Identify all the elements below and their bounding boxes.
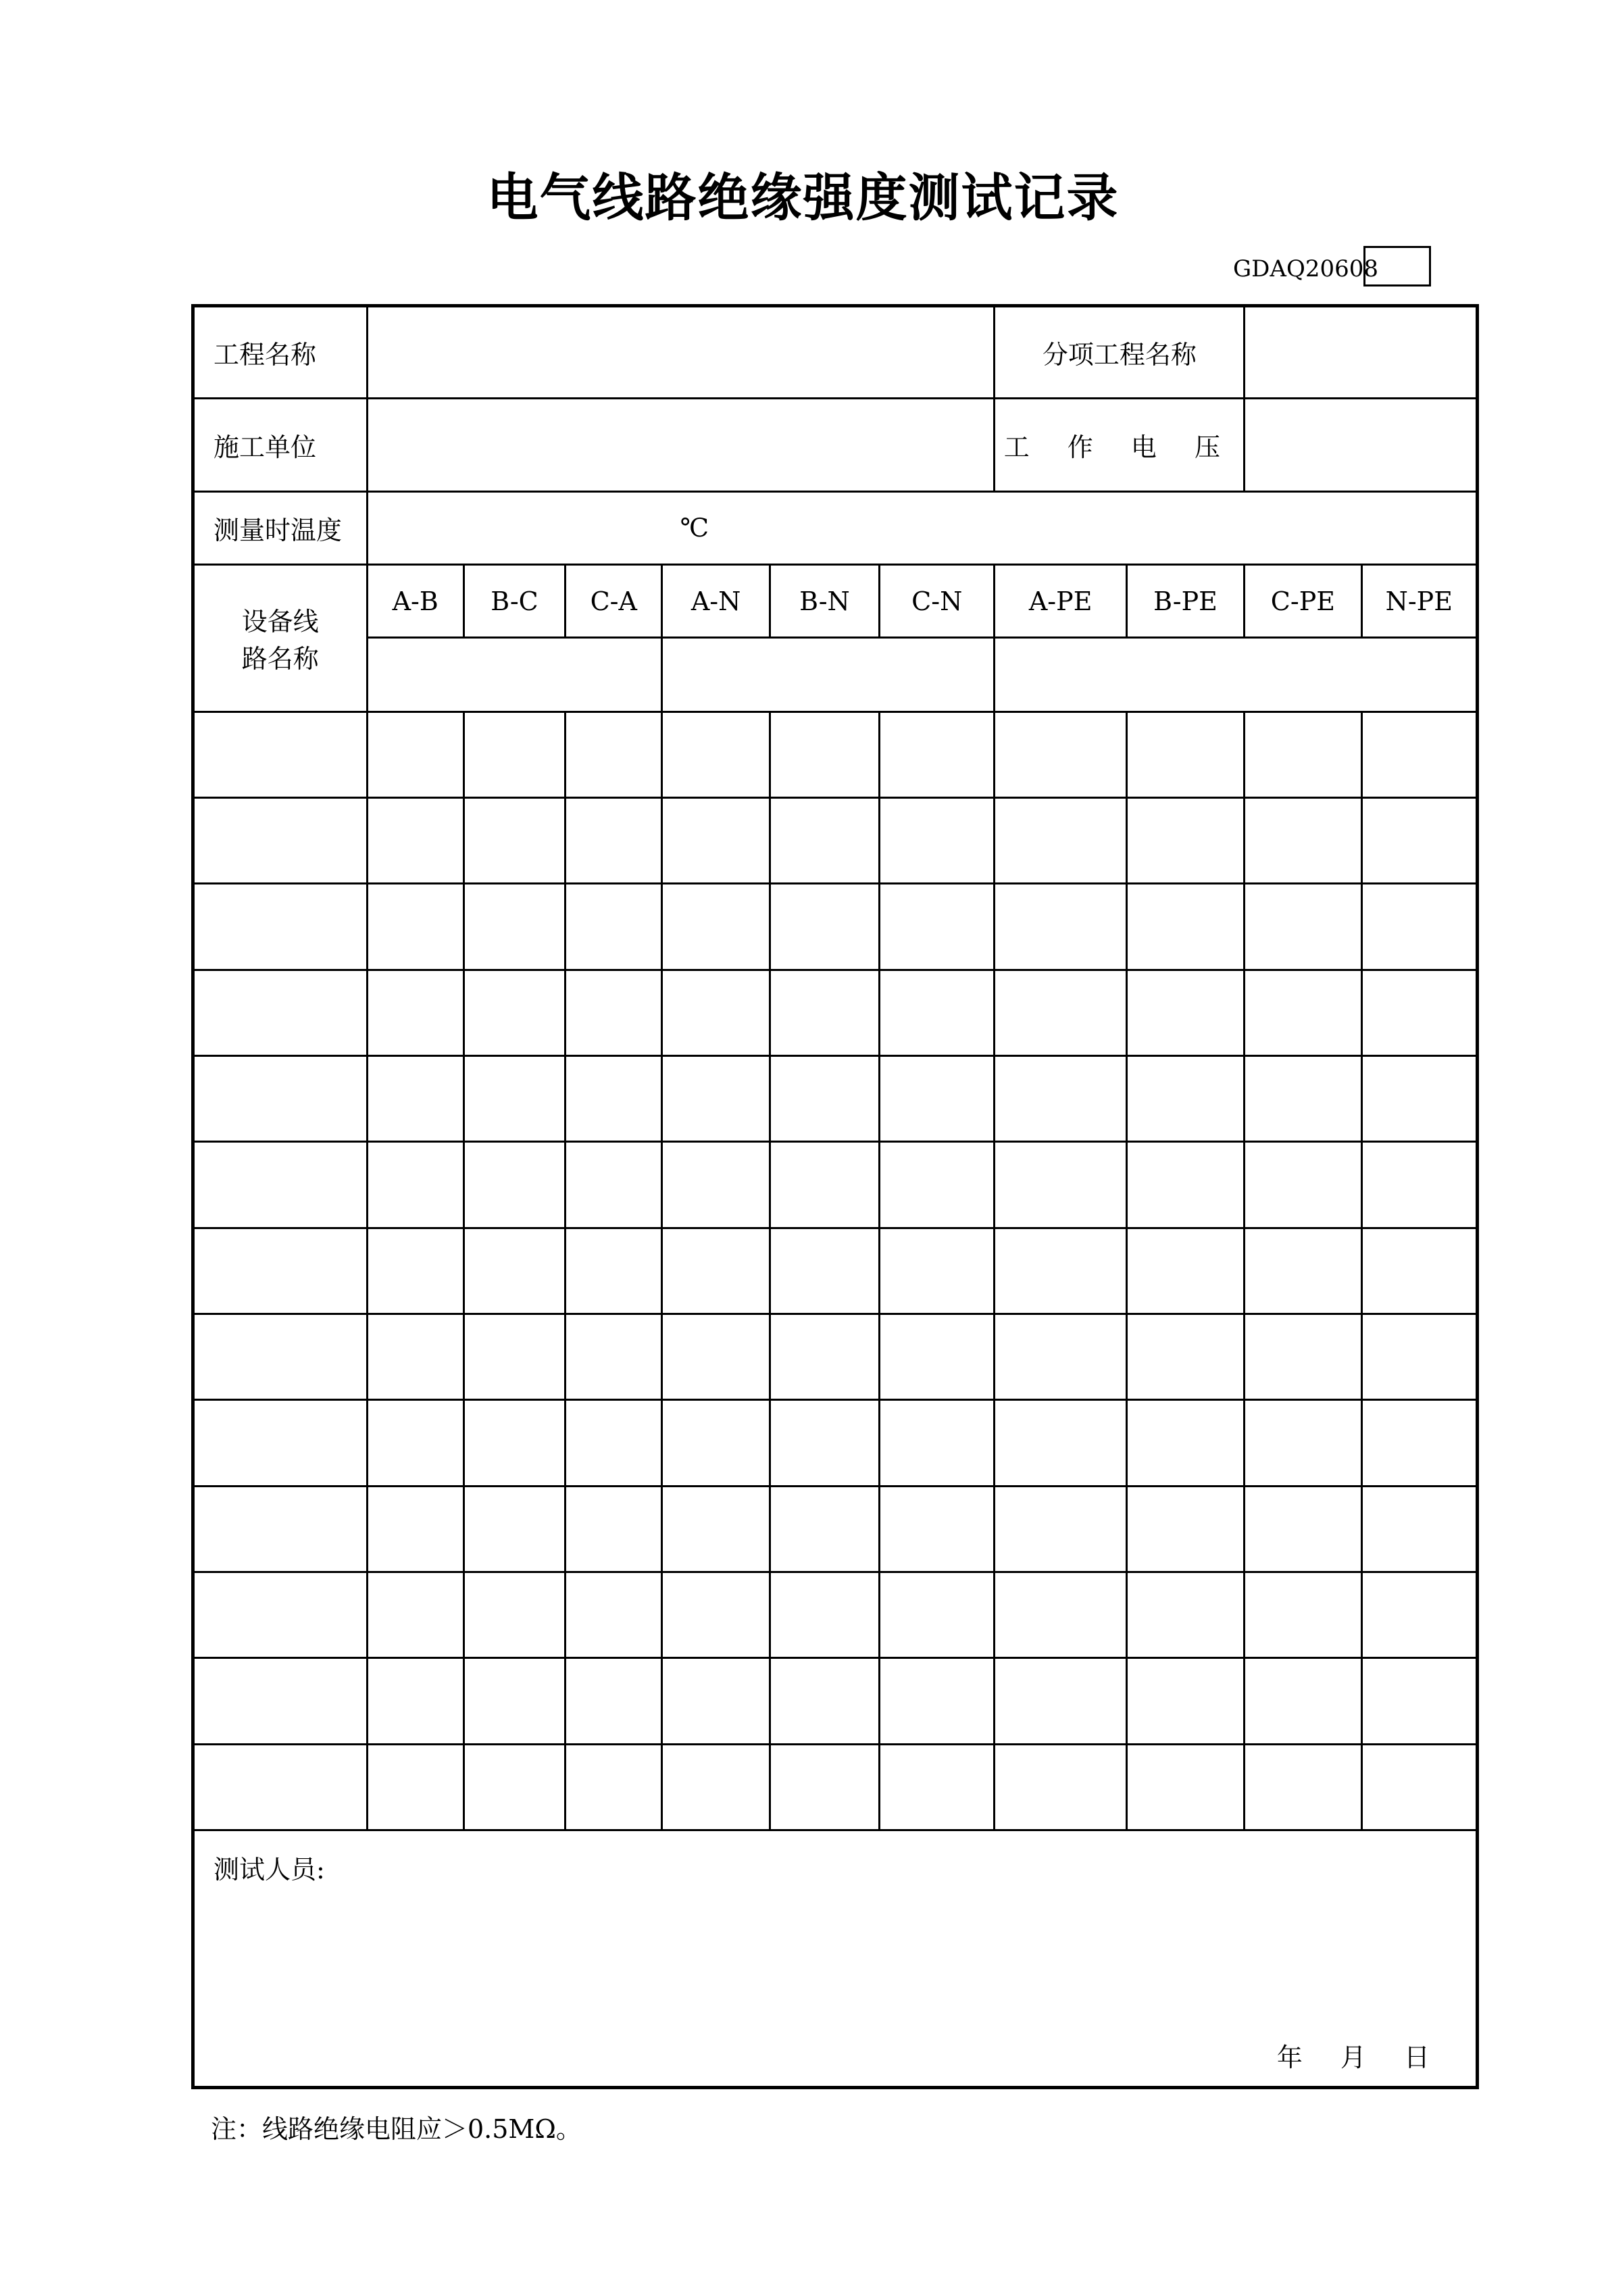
data-row xyxy=(193,712,1478,797)
table-cell[interactable] xyxy=(193,1314,368,1399)
phase-group-line-to-neutral[interactable] xyxy=(662,638,995,712)
table-cell[interactable] xyxy=(662,712,770,797)
table-cell[interactable] xyxy=(566,1572,662,1657)
table-cell[interactable] xyxy=(367,1314,463,1399)
table-cell[interactable] xyxy=(770,1055,879,1141)
table-cell[interactable] xyxy=(995,884,1126,970)
project-name-field[interactable] xyxy=(367,306,995,399)
table-cell[interactable] xyxy=(566,1486,662,1572)
table-cell[interactable] xyxy=(995,712,1126,797)
table-cell[interactable] xyxy=(1126,1658,1244,1744)
table-cell[interactable] xyxy=(995,1744,1126,1830)
working-voltage-field[interactable] xyxy=(1245,399,1478,491)
table-cell[interactable] xyxy=(770,1658,879,1744)
sub-project-label: 分项工程名称 xyxy=(995,306,1245,399)
table-cell[interactable] xyxy=(1126,712,1244,797)
table-cell[interactable] xyxy=(662,1400,770,1486)
table-cell[interactable] xyxy=(566,1228,662,1314)
table-cell[interactable] xyxy=(995,970,1126,1055)
table-cell[interactable] xyxy=(566,1400,662,1486)
table-cell[interactable] xyxy=(463,1228,565,1314)
table-cell[interactable] xyxy=(566,1658,662,1744)
equipment-line-label-line2: 路名称 xyxy=(241,644,319,674)
table-cell[interactable] xyxy=(367,1055,463,1141)
table-cell[interactable] xyxy=(463,797,565,883)
table-cell[interactable] xyxy=(367,1572,463,1657)
table-cell[interactable] xyxy=(193,970,368,1055)
table-cell[interactable] xyxy=(566,712,662,797)
data-row xyxy=(193,1400,1478,1486)
table-cell[interactable] xyxy=(1126,1314,1244,1399)
table-cell[interactable] xyxy=(770,884,879,970)
table-cell[interactable] xyxy=(463,970,565,1055)
table-cell[interactable] xyxy=(880,1314,995,1399)
equipment-line-label xyxy=(193,565,368,712)
working-voltage-label xyxy=(995,399,1245,491)
table-cell[interactable] xyxy=(662,1055,770,1141)
table-cell[interactable] xyxy=(463,1142,565,1228)
table-cell[interactable] xyxy=(880,1400,995,1486)
table-cell[interactable] xyxy=(193,712,368,797)
table-cell[interactable] xyxy=(1126,884,1244,970)
page-title: 电气线路绝缘强度测试记录 xyxy=(486,168,1120,228)
table-cell[interactable] xyxy=(367,712,463,797)
table-cell[interactable] xyxy=(566,884,662,970)
table-cell[interactable] xyxy=(995,1658,1126,1744)
data-row xyxy=(193,1228,1478,1314)
table-cell[interactable] xyxy=(995,1142,1126,1228)
table-cell[interactable] xyxy=(880,1744,995,1830)
phase-header: N-PE xyxy=(1361,565,1477,638)
table-cell[interactable] xyxy=(662,1142,770,1228)
table-cell[interactable] xyxy=(463,1055,565,1141)
data-row xyxy=(193,1055,1478,1141)
form-code: GDAQ20608 xyxy=(1233,255,1379,282)
table-cell[interactable] xyxy=(1126,1228,1244,1314)
table-cell[interactable] xyxy=(770,1400,879,1486)
temperature-unit: ℃ xyxy=(680,513,709,543)
data-row xyxy=(193,1658,1478,1744)
table-cell[interactable] xyxy=(193,1658,368,1744)
table-cell[interactable] xyxy=(367,797,463,883)
data-row xyxy=(193,1142,1478,1228)
phase-group-to-earth[interactable] xyxy=(995,638,1478,712)
table-cell[interactable] xyxy=(1126,1572,1244,1657)
table-cell[interactable] xyxy=(1126,797,1244,883)
data-row xyxy=(193,1314,1478,1399)
temperature-field[interactable] xyxy=(367,491,1477,564)
phase-header: B-C xyxy=(463,565,565,638)
phase-header: B-PE xyxy=(1126,565,1244,638)
table-cell[interactable] xyxy=(1245,712,1361,797)
table-cell[interactable] xyxy=(193,884,368,970)
table-cell[interactable] xyxy=(880,1142,995,1228)
table-cell[interactable] xyxy=(367,1658,463,1744)
table-cell[interactable] xyxy=(463,1658,565,1744)
table-cell[interactable] xyxy=(1361,1572,1477,1657)
phase-header: C-N xyxy=(880,565,995,638)
table-cell[interactable] xyxy=(995,1055,1126,1141)
table-cell[interactable] xyxy=(770,1228,879,1314)
table-cell[interactable] xyxy=(193,1228,368,1314)
table-cell[interactable] xyxy=(1245,1658,1361,1744)
table-cell[interactable] xyxy=(1245,1572,1361,1657)
table-cell[interactable] xyxy=(463,1486,565,1572)
table-cell[interactable] xyxy=(662,884,770,970)
phase-header: B-N xyxy=(770,565,879,638)
test-record-table xyxy=(191,304,1479,2089)
table-cell[interactable] xyxy=(1245,1400,1361,1486)
table-cell[interactable] xyxy=(566,970,662,1055)
table-cell[interactable] xyxy=(880,1228,995,1314)
table-cell[interactable] xyxy=(1126,1055,1244,1141)
table-cell[interactable] xyxy=(367,1744,463,1830)
tester-label: 测试人员: xyxy=(214,1854,325,1885)
table-cell[interactable] xyxy=(367,1400,463,1486)
table-cell[interactable] xyxy=(770,1572,879,1657)
temperature-label: 测量时温度 xyxy=(193,491,368,564)
table-cell[interactable] xyxy=(566,1314,662,1399)
table-cell[interactable] xyxy=(463,1314,565,1399)
table-cell[interactable] xyxy=(995,1486,1126,1572)
phase-header: A-PE xyxy=(995,565,1126,638)
table-cell[interactable] xyxy=(1361,1228,1477,1314)
table-cell[interactable] xyxy=(566,1055,662,1141)
table-cell[interactable] xyxy=(1245,970,1361,1055)
table-cell[interactable] xyxy=(995,1572,1126,1657)
working-voltage-text: 工 作 电 压 xyxy=(1003,432,1235,463)
table-cell[interactable] xyxy=(463,1572,565,1657)
table-cell[interactable] xyxy=(193,1744,368,1830)
data-row xyxy=(193,1486,1478,1572)
sub-project-field[interactable] xyxy=(1245,306,1478,399)
table-cell[interactable] xyxy=(193,797,368,883)
table-cell[interactable] xyxy=(1245,1228,1361,1314)
table-cell[interactable] xyxy=(463,712,565,797)
phase-header: A-N xyxy=(662,565,770,638)
table-cell[interactable] xyxy=(1361,1486,1477,1572)
phase-header: C-PE xyxy=(1245,565,1361,638)
table-cell[interactable] xyxy=(770,1142,879,1228)
phase-group-line-to-line[interactable] xyxy=(367,638,662,712)
table-cell[interactable] xyxy=(367,970,463,1055)
table-cell[interactable] xyxy=(1361,1400,1477,1486)
table-cell[interactable] xyxy=(193,1486,368,1572)
table-cell[interactable] xyxy=(1361,712,1477,797)
table-cell[interactable] xyxy=(880,1572,995,1657)
equipment-line-label-line1: 设备线 xyxy=(241,607,319,637)
data-row xyxy=(193,797,1478,883)
table-cell[interactable] xyxy=(1361,884,1477,970)
phase-header: A-B xyxy=(367,565,463,638)
table-cell[interactable] xyxy=(770,797,879,883)
construction-unit-label: 施工单位 xyxy=(193,399,368,491)
table-cell[interactable] xyxy=(566,1142,662,1228)
phase-header: C-A xyxy=(566,565,662,638)
table-cell[interactable] xyxy=(770,1314,879,1399)
table-cell[interactable] xyxy=(880,1658,995,1744)
form-number-box[interactable] xyxy=(1363,246,1431,286)
table-cell[interactable] xyxy=(367,1142,463,1228)
table-cell[interactable] xyxy=(193,1400,368,1486)
table-cell[interactable] xyxy=(1245,1055,1361,1141)
table-cell[interactable] xyxy=(662,1486,770,1572)
table-cell[interactable] xyxy=(1361,797,1477,883)
table-cell[interactable] xyxy=(880,970,995,1055)
table-cell[interactable] xyxy=(1361,1055,1477,1141)
table-cell[interactable] xyxy=(995,1314,1126,1399)
table-cell[interactable] xyxy=(662,797,770,883)
table-cell[interactable] xyxy=(1361,1658,1477,1744)
table-cell[interactable] xyxy=(367,1228,463,1314)
table-cell[interactable] xyxy=(566,1744,662,1830)
table-cell[interactable] xyxy=(1245,797,1361,883)
footnote: 注：线路绝缘电阻应＞0.5MΩ。 xyxy=(211,2114,582,2144)
table-cell[interactable] xyxy=(367,1486,463,1572)
table-cell[interactable] xyxy=(770,970,879,1055)
table-cell[interactable] xyxy=(463,1400,565,1486)
table-cell[interactable] xyxy=(662,1572,770,1657)
table-cell[interactable] xyxy=(1126,1744,1244,1830)
table-cell[interactable] xyxy=(1126,1142,1244,1228)
table-cell[interactable] xyxy=(1245,1486,1361,1572)
table-cell[interactable] xyxy=(193,1572,368,1657)
table-cell[interactable] xyxy=(880,884,995,970)
table-cell[interactable] xyxy=(662,1744,770,1830)
table-cell[interactable] xyxy=(1126,1486,1244,1572)
table-cell[interactable] xyxy=(566,797,662,883)
table-cell[interactable] xyxy=(770,1486,879,1572)
table-cell[interactable] xyxy=(193,1055,368,1141)
table-cell[interactable] xyxy=(463,884,565,970)
table-cell[interactable] xyxy=(1245,1314,1361,1399)
table-cell[interactable] xyxy=(662,1658,770,1744)
table-cell[interactable] xyxy=(1245,884,1361,970)
table-cell[interactable] xyxy=(193,1142,368,1228)
table-cell[interactable] xyxy=(1361,970,1477,1055)
table-cell[interactable] xyxy=(1126,1400,1244,1486)
table-cell[interactable] xyxy=(1126,970,1244,1055)
data-row xyxy=(193,884,1478,970)
data-row xyxy=(193,970,1478,1055)
construction-unit-field[interactable] xyxy=(367,399,995,491)
table-cell[interactable] xyxy=(880,1486,995,1572)
table-cell[interactable] xyxy=(770,712,879,797)
table-cell[interactable] xyxy=(367,884,463,970)
table-cell[interactable] xyxy=(1361,1142,1477,1228)
table-cell[interactable] xyxy=(662,1314,770,1399)
table-cell[interactable] xyxy=(995,797,1126,883)
table-cell[interactable] xyxy=(662,1228,770,1314)
table-cell[interactable] xyxy=(1245,1744,1361,1830)
table-cell[interactable] xyxy=(995,1228,1126,1314)
table-cell[interactable] xyxy=(1361,1314,1477,1399)
table-cell[interactable] xyxy=(995,1400,1126,1486)
date-label: 年 月 日 xyxy=(1276,2043,1430,2072)
table-cell[interactable] xyxy=(463,1744,565,1830)
table-cell[interactable] xyxy=(880,1055,995,1141)
table-cell[interactable] xyxy=(1245,1142,1361,1228)
project-name-label: 工程名称 xyxy=(193,306,368,399)
table-cell[interactable] xyxy=(1361,1744,1477,1830)
tester-signature-area[interactable] xyxy=(193,1830,1478,2087)
table-cell[interactable] xyxy=(880,797,995,883)
table-cell[interactable] xyxy=(770,1744,879,1830)
table-cell[interactable] xyxy=(880,712,995,797)
data-row xyxy=(193,1744,1478,1830)
data-row xyxy=(193,1572,1478,1657)
table-cell[interactable] xyxy=(662,970,770,1055)
